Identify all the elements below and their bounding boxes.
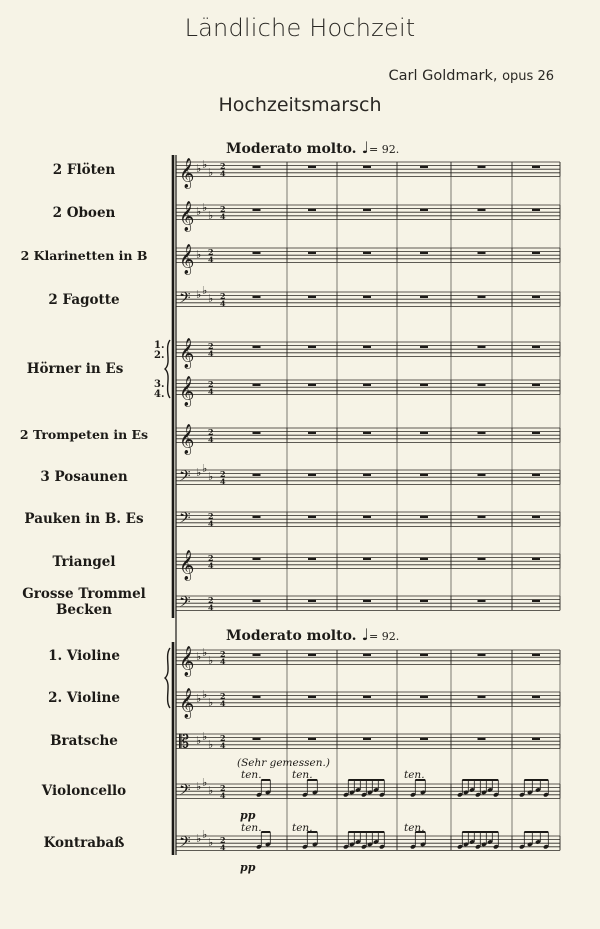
alto-clef-icon: 𝄡	[179, 731, 190, 753]
time-signature-numerator: 2	[220, 469, 226, 479]
measure-rest	[308, 600, 316, 602]
measure-rest	[532, 474, 540, 476]
time-signature-numerator: 2	[208, 595, 214, 605]
treble-clef-icon: 𝄞	[179, 688, 195, 719]
metronome-value: = 92.	[368, 143, 400, 156]
measure-rest	[308, 696, 316, 698]
tempo-text: Moderato molto.	[226, 141, 357, 157]
measure-rest	[478, 516, 486, 518]
measure-rest	[420, 346, 428, 348]
measure-rest	[363, 384, 371, 386]
flat-icon: ♭	[208, 836, 214, 849]
measure-rest	[532, 166, 540, 168]
measure-rest	[253, 474, 261, 476]
instrument-label-violine-2: 2. Violine	[48, 690, 120, 706]
measure-rest	[420, 252, 428, 254]
instrument-label-floeten: 2 Flöten	[52, 162, 116, 178]
flat-icon: ♭	[196, 205, 202, 218]
quarter-note-icon: ♩	[361, 625, 369, 644]
flat-icon: ♭	[196, 832, 202, 845]
measure-rest	[420, 166, 428, 168]
measure-rest	[253, 346, 261, 348]
time-signature-denominator: 4	[220, 842, 226, 853]
instrument-label-posaunen: 3 Posaunen	[40, 469, 128, 485]
measure-rest	[308, 738, 316, 740]
measure-rest	[253, 600, 261, 602]
measure-rest	[478, 296, 486, 298]
measure-rest	[532, 558, 540, 560]
instrument-label-trompeten: 2 Trompeten in Es	[19, 427, 149, 442]
measure-rest	[478, 558, 486, 560]
measure-rest	[532, 654, 540, 656]
flat-icon: ♭	[208, 784, 214, 797]
measure-rest	[532, 296, 540, 298]
instrument-label-violine-1: 1. Violine	[48, 648, 120, 664]
measure-rest	[363, 209, 371, 211]
measure-rest	[308, 252, 316, 254]
measure-rest	[253, 384, 261, 386]
measure-rest	[532, 432, 540, 434]
measure-rest	[363, 474, 371, 476]
flat-icon: ♭	[202, 828, 208, 841]
tenuto-marking: ten.	[292, 822, 313, 834]
tenuto-marking: ten.	[292, 769, 313, 781]
time-signature-denominator: 4	[208, 254, 214, 265]
time-signature-denominator: 4	[208, 434, 214, 445]
measure-rest	[532, 600, 540, 602]
time-signature-numerator: 2	[220, 835, 226, 845]
measure-rest	[532, 209, 540, 211]
time-signature-denominator: 4	[208, 518, 214, 529]
tenuto-marking: ten.	[241, 822, 262, 834]
flat-icon: ♭	[202, 201, 208, 214]
divisi-number: 3.	[154, 379, 165, 390]
treble-clef-icon: 𝄞	[179, 338, 195, 369]
measure-rest	[253, 654, 261, 656]
time-signature-numerator: 2	[220, 649, 226, 659]
horn-brace	[165, 340, 170, 398]
measure-rest	[420, 600, 428, 602]
measure-rest	[420, 738, 428, 740]
flat-icon: ♭	[208, 166, 214, 179]
bass-clef-icon: 𝄢	[179, 593, 191, 615]
measure-rest	[478, 600, 486, 602]
time-signature-denominator: 4	[220, 211, 226, 222]
treble-clef-icon: 𝄞	[179, 158, 195, 189]
measure-rest	[253, 166, 261, 168]
instrument-label-hoerner: Hörner in Es	[26, 361, 124, 377]
measure-rest	[420, 654, 428, 656]
flat-icon: ♭	[202, 688, 208, 701]
measure-rest	[363, 252, 371, 254]
measure-rest	[308, 209, 316, 211]
measure-rest	[308, 474, 316, 476]
opus-number: opus 26	[502, 69, 554, 84]
time-signature-numerator: 2	[220, 691, 226, 701]
measure-rest	[420, 296, 428, 298]
time-signature-numerator: 2	[220, 291, 226, 301]
flat-icon: ♭	[208, 292, 214, 305]
measure-rest	[308, 166, 316, 168]
measure-rest	[363, 432, 371, 434]
time-signature-numerator: 2	[208, 247, 214, 257]
measure-rest	[478, 252, 486, 254]
measure-rest	[308, 296, 316, 298]
bass-clef-icon: 𝄢	[179, 833, 191, 855]
instrument-label-fagotte: 2 Fagotte	[48, 292, 120, 308]
bass-clef-icon: 𝄢	[179, 467, 191, 489]
time-signature-denominator: 4	[208, 348, 214, 359]
measure-rest	[420, 384, 428, 386]
measure-rest	[420, 474, 428, 476]
measure-rest	[253, 432, 261, 434]
time-signature-denominator: 4	[220, 656, 226, 667]
tenuto-marking: ten.	[241, 769, 262, 781]
bass-clef-icon: 𝄢	[179, 289, 191, 311]
time-signature-denominator: 4	[208, 560, 214, 571]
treble-clef-icon: 𝄞	[179, 646, 195, 677]
time-signature-denominator: 4	[220, 476, 226, 487]
measure-rest	[308, 432, 316, 434]
measure-rest	[478, 474, 486, 476]
measure-rest	[253, 296, 261, 298]
measure-rest	[253, 209, 261, 211]
flat-icon: ♭	[208, 738, 214, 751]
time-signature-numerator: 2	[220, 161, 226, 171]
measure-rest	[363, 296, 371, 298]
composer-name: Carl Goldmark,	[388, 68, 498, 84]
flat-icon: ♭	[202, 158, 208, 171]
measure-rest	[478, 738, 486, 740]
instrument-label-klarinetten: 2 Klarinetten in B	[20, 248, 148, 263]
measure-rest	[363, 600, 371, 602]
measure-rest	[308, 558, 316, 560]
measure-rest	[478, 654, 486, 656]
flat-icon: ♭	[202, 730, 208, 743]
measure-rest	[420, 558, 428, 560]
time-signature-numerator: 2	[220, 204, 226, 214]
flat-icon: ♭	[202, 776, 208, 789]
measure-rest	[253, 558, 261, 560]
instrument-label-bratsche: Bratsche	[50, 733, 118, 749]
measure-rest	[253, 516, 261, 518]
flat-icon: ♭	[196, 288, 202, 301]
divisi-number: 4.	[154, 389, 165, 400]
measure-rest	[478, 209, 486, 211]
treble-clef-icon: 𝄞	[179, 376, 195, 407]
time-signature-numerator: 2	[220, 733, 226, 743]
time-signature-denominator: 4	[208, 602, 214, 613]
measure-rest	[253, 738, 261, 740]
flat-icon: ♭	[202, 284, 208, 297]
piece-title: Ländliche Hochzeit	[184, 14, 416, 42]
measure-rest	[363, 738, 371, 740]
divisi-number: 1.	[154, 340, 165, 351]
time-signature-denominator: 4	[220, 790, 226, 801]
flat-icon: ♭	[196, 780, 202, 793]
measure-rest	[532, 696, 540, 698]
treble-clef-icon: 𝄞	[179, 424, 195, 455]
flat-icon: ♭	[208, 654, 214, 667]
measure-rest	[532, 738, 540, 740]
quarter-note-icon: ♩	[361, 138, 369, 157]
instrument-label-grosse-trommel: Grosse Trommel	[22, 586, 146, 602]
divisi-number: 2.	[154, 350, 165, 361]
flat-icon: ♭	[202, 646, 208, 659]
time-signature-denominator: 4	[220, 740, 226, 751]
flat-icon: ♭	[196, 734, 202, 747]
measure-rest	[363, 696, 371, 698]
flat-icon: ♭	[196, 248, 202, 261]
measure-rest	[363, 516, 371, 518]
treble-clef-icon: 𝄞	[179, 550, 195, 581]
tenuto-marking: ten.	[404, 822, 425, 834]
measure-rest	[478, 346, 486, 348]
movement-title: Hochzeitsmarsch	[218, 94, 382, 116]
measure-rest	[253, 696, 261, 698]
measure-rest	[420, 696, 428, 698]
measure-rest	[363, 166, 371, 168]
measure-rest	[478, 696, 486, 698]
measure-rest	[363, 654, 371, 656]
time-signature-denominator: 4	[220, 698, 226, 709]
instrument-label-becken: Becken	[56, 602, 112, 618]
dynamic-pp-cello: pp	[240, 809, 256, 822]
measure-rest	[308, 654, 316, 656]
instrument-label-triangel: Triangel	[52, 554, 116, 570]
measure-rest	[420, 209, 428, 211]
time-signature-denominator: 4	[220, 168, 226, 179]
measure-rest	[363, 346, 371, 348]
measure-rest	[308, 516, 316, 518]
instrument-label-kontrabass: Kontrabaß	[43, 835, 125, 851]
measure-rest	[478, 166, 486, 168]
measure-rest	[363, 558, 371, 560]
measure-rest	[478, 432, 486, 434]
treble-clef-icon: 𝄞	[179, 244, 195, 275]
instrument-label-pauken: Pauken in B. Es	[24, 511, 144, 527]
measure-rest	[308, 346, 316, 348]
time-signature-numerator: 2	[208, 427, 214, 437]
time-signature-denominator: 4	[220, 298, 226, 309]
time-signature-numerator: 2	[208, 341, 214, 351]
sehr-gemessen-marking: (Sehr gemessen.)	[237, 757, 330, 769]
time-signature-numerator: 2	[208, 511, 214, 521]
flat-icon: ♭	[196, 650, 202, 663]
time-signature-numerator: 2	[208, 553, 214, 563]
time-signature-numerator: 2	[208, 379, 214, 389]
flat-icon: ♭	[208, 470, 214, 483]
metronome-value: = 92.	[368, 630, 400, 643]
flat-icon: ♭	[208, 209, 214, 222]
instrument-label-oboen: 2 Oboen	[52, 205, 116, 221]
tenuto-marking: ten.	[404, 769, 425, 781]
time-signature-numerator: 2	[220, 783, 226, 793]
flat-icon: ♭	[196, 692, 202, 705]
measure-rest	[532, 346, 540, 348]
treble-clef-icon: 𝄞	[179, 201, 195, 232]
flat-icon: ♭	[196, 466, 202, 479]
dynamic-pp-bass: pp	[240, 861, 256, 874]
bass-clef-icon: 𝄢	[179, 509, 191, 531]
time-signature-denominator: 4	[208, 386, 214, 397]
flat-icon: ♭	[196, 162, 202, 175]
bass-clef-icon: 𝄢	[179, 781, 191, 803]
violin-brace	[165, 648, 170, 708]
measure-rest	[420, 516, 428, 518]
instrument-label-violoncello: Violoncello	[41, 783, 127, 799]
measure-rest	[532, 384, 540, 386]
measure-rest	[478, 384, 486, 386]
tempo-text: Moderato molto.	[226, 628, 357, 644]
measure-rest	[308, 384, 316, 386]
measure-rest	[532, 252, 540, 254]
flat-icon: ♭	[202, 462, 208, 475]
flat-icon: ♭	[208, 696, 214, 709]
measure-rest	[420, 432, 428, 434]
measure-rest	[532, 516, 540, 518]
measure-rest	[253, 252, 261, 254]
